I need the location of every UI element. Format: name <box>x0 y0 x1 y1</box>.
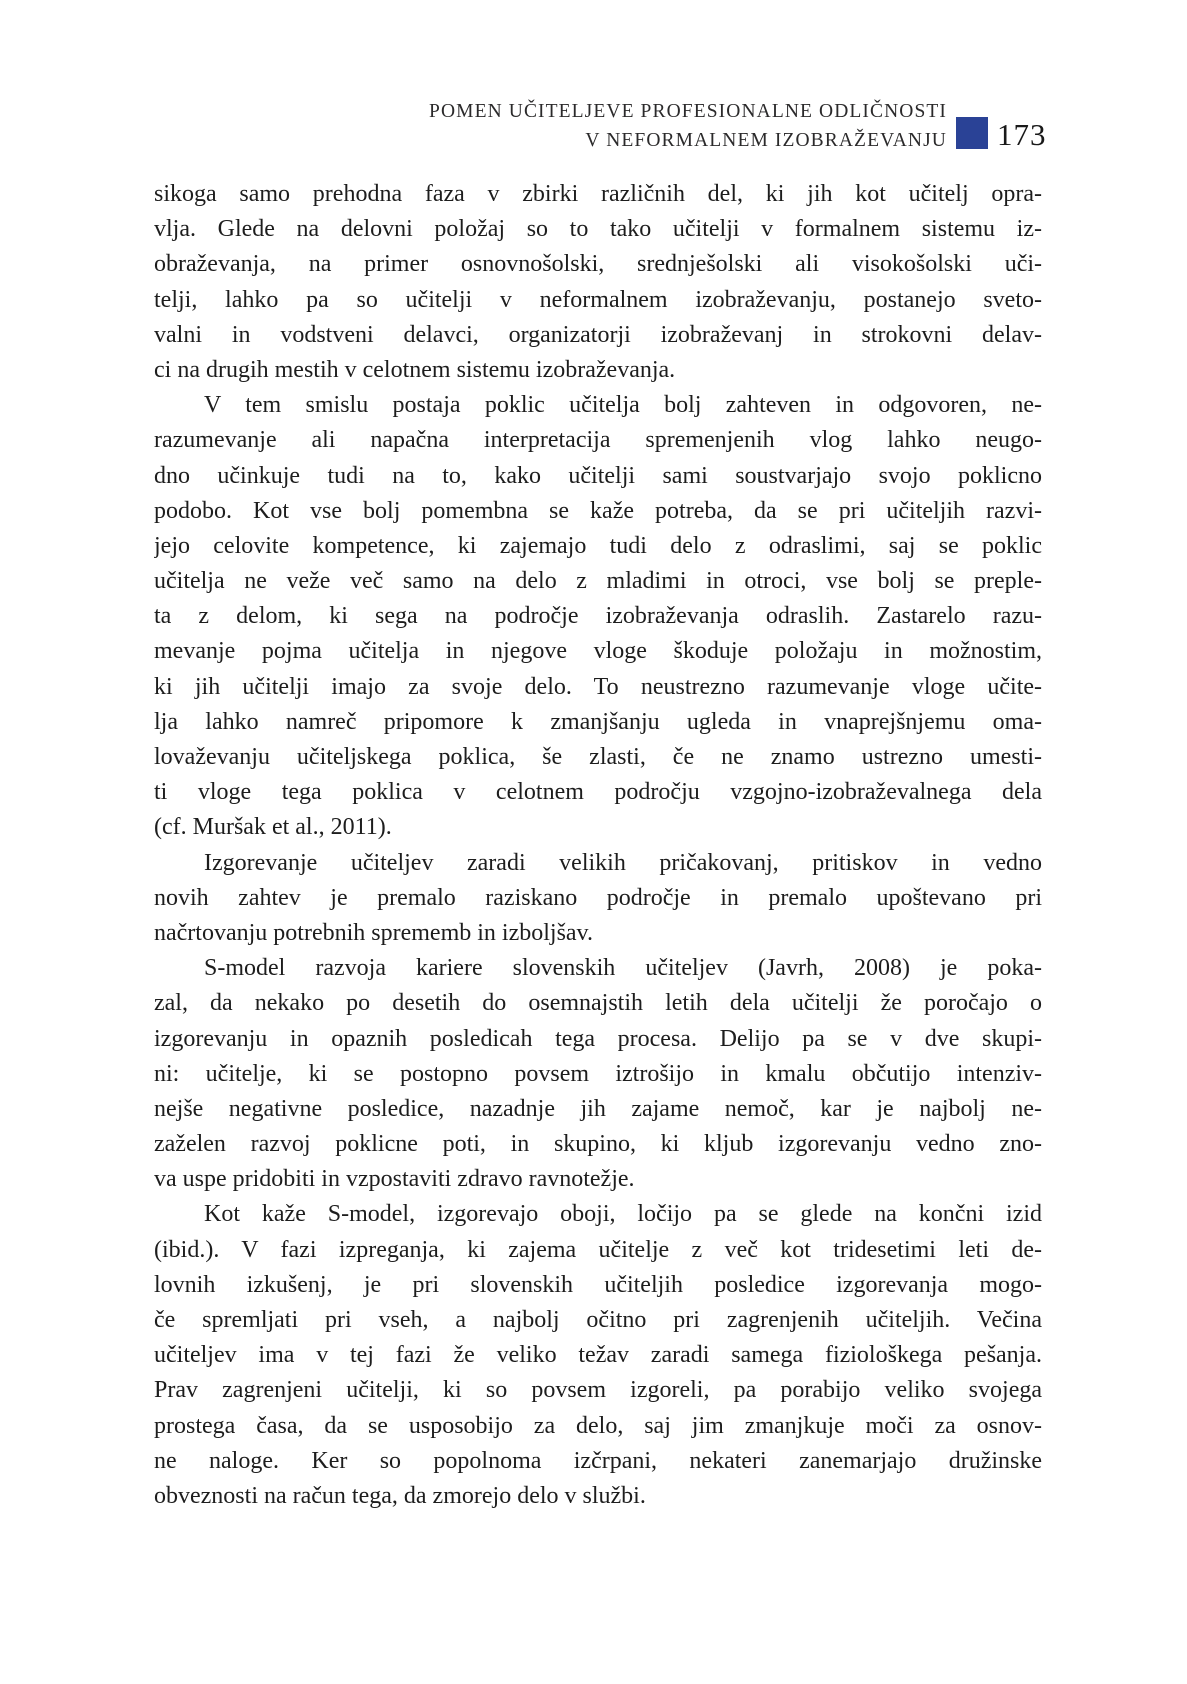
body-text <box>154 177 1042 1514</box>
text-line: telji, lahko pa so učitelji v neformalnem izobraževanju, postanejo sveto- <box>154 286 1042 313</box>
text-line: jejo celovite kompetence, ki zajemajo tudi delo z odraslimi, saj se poklic <box>154 532 1042 559</box>
paragraph-4 <box>154 951 1042 1197</box>
text-line: Izgorevanje učiteljev zaradi velikih pričakovanj, pritiskov in vedno <box>204 849 1042 876</box>
text-line: ni: učitelje, ki se postopno povsem iztrošijo in kmalu občutijo intenziv- <box>154 1060 1042 1087</box>
text-line: S-model razvoja kariere slovenskih učiteljev (Javrh, 2008) je poka- <box>204 955 1042 982</box>
text-line: zaželen razvoj poklicne poti, in skupino, ki kljub izgorevanju vedno zno- <box>154 1131 1042 1158</box>
text-line: vlja. Glede na delovni položaj so to tako učitelji v formalnem sistemu iz- <box>154 216 1042 243</box>
text-line: novih zahtev je premalo raziskano področje in premalo upoštevano pri <box>154 884 1042 911</box>
text-line: lja lahko namreč pripomore k zmanjšanju ugleda in vnaprejšnjemu oma- <box>154 708 1042 735</box>
text-line: Prav zagrenjeni učitelji, ki so povsem izgoreli, pa porabijo veliko svojega <box>154 1377 1042 1404</box>
text-line: zal, da nekako po desetih do osemnajstih letih dela učitelji že poročajo o <box>154 990 1042 1017</box>
running-head-line-1: POMEN UČITELJEVE PROFESIONALNE ODLIČNOSTI <box>429 101 947 122</box>
running-header <box>429 97 947 155</box>
text-line: V tem smislu postaja poklic učitelja bolj zahteven in odgovoren, ne- <box>204 392 1042 419</box>
running-head-line-2: V NEFORMALNEM IZOBRAŽEVANJU <box>585 130 947 151</box>
text-line: ta z delom, ki sega na področje izobraževanja odraslih. Zastarelo razu- <box>154 603 1042 630</box>
text-line: ki jih učitelji imajo za svoje delo. To neustrezno razumevanje vloge učite- <box>154 673 1042 700</box>
paragraph-5 <box>154 1197 1042 1514</box>
page-number: 173 <box>997 117 1047 152</box>
paragraph-2 <box>154 388 1042 845</box>
text-line: dno učinkuje tudi na to, kako učitelji sami soustvarjajo svojo poklicno <box>154 462 1042 489</box>
text-line: nejše negativne posledice, nazadnje jih zajame nemoč, kar je najbolj ne- <box>154 1095 1042 1122</box>
text-line: ti vloge tega poklica v celotnem področju vzgojno-izobraževalnega dela <box>154 779 1042 806</box>
text-line: lovaževanju učiteljskega poklica, še zlasti, če ne znamo ustrezno umesti- <box>154 744 1042 770</box>
text-line: va uspe pridobiti in vzpostaviti zdravo ravnotežje. <box>154 1166 635 1193</box>
text-line: razumevanje ali napačna interpretacija spremenjenih vlog lahko neugo- <box>154 427 1042 454</box>
accent-square <box>956 117 988 149</box>
text-line: učitelja ne veže več samo na delo z mladimi in otroci, vse bolj se preple- <box>154 568 1042 595</box>
text-line: lovnih izkušenj, je pri slovenskih učiteljih posledice izgorevanja mogo- <box>154 1271 1042 1298</box>
text-line: sikoga samo prehodna faza v zbirki različnih del, ki jih kot učitelj opra- <box>154 181 1042 207</box>
text-line: prostega časa, da se usposobijo za delo, saj jim zmanjkuje moči za osnov- <box>154 1412 1042 1439</box>
text-line: ci na drugih mestih v celotnem sistemu izobraževanja. <box>154 356 676 383</box>
text-line: ne naloge. Ker so popolnoma izčrpani, nekateri zanemarjajo družinske <box>154 1447 1042 1474</box>
text-line: (cf. Muršak et al., 2011). <box>154 814 392 841</box>
paragraph-3 <box>154 846 1042 952</box>
text-line: učiteljev ima v tej fazi že veliko težav zaradi samega fiziološkega pešanja. <box>154 1342 1042 1369</box>
text-line: mevanje pojma učitelja in njegove vloge škoduje položaju in možnostim, <box>154 638 1042 665</box>
text-line: če spremljati pri vseh, a najbolj očitno pri zagrenjenih učiteljih. Večina <box>154 1307 1042 1333</box>
paragraph-1 <box>154 177 1042 388</box>
text-line: valni in vodstveni delavci, organizatorji izobraževanj in strokovni delav- <box>154 321 1042 348</box>
text-line: podobo. Kot vse bolj pomembna se kaže potreba, da se pri učiteljih razvi- <box>154 497 1042 524</box>
text-line: (ibid.). V fazi izpreganja, ki zajema učitelje z več kot tridesetimi leti de- <box>154 1236 1042 1263</box>
text-line: obveznosti na račun tega, da zmorejo delo v službi. <box>154 1482 646 1509</box>
text-line: izgorevanju in opaznih posledicah tega procesa. Delijo pa se v dve skupi- <box>154 1025 1042 1052</box>
text-line: obraževanja, na primer osnovnošolski, srednješolski ali visokošolski uči- <box>154 251 1042 278</box>
text-line: Kot kaže S-model, izgorevajo oboji, ločijo pa se glede na končni izid <box>204 1201 1042 1228</box>
text-line: načrtovanju potrebnih sprememb in izboljšav. <box>154 919 593 946</box>
